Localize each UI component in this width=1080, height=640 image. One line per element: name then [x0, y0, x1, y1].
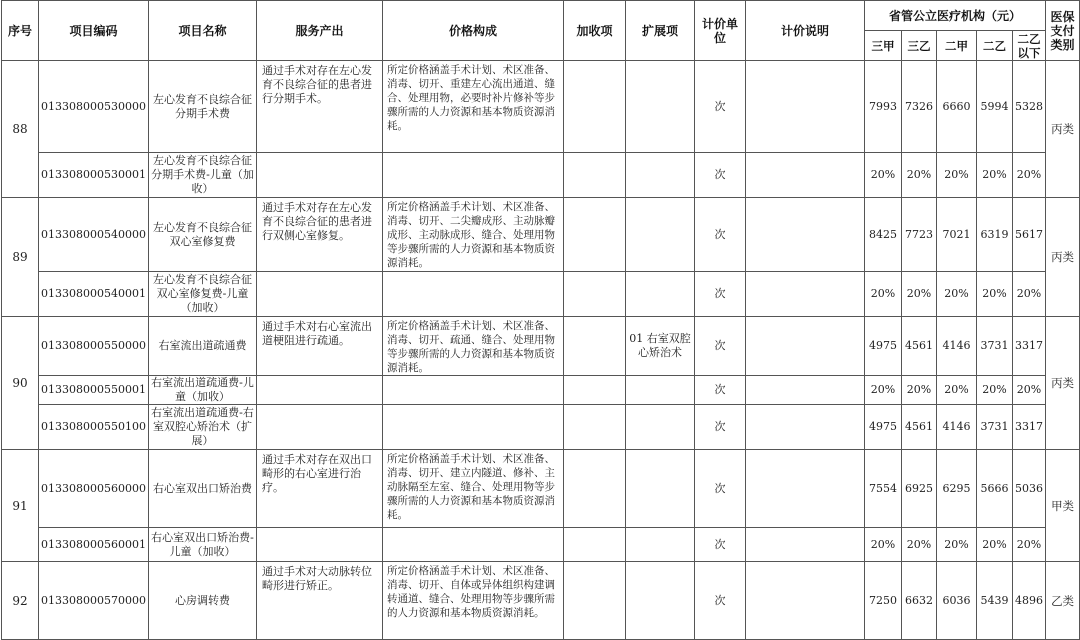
- row-price: 3731: [977, 405, 1013, 450]
- row-name: 右室流出道疏通费: [149, 317, 257, 376]
- row-unit: 次: [695, 317, 746, 376]
- col-header-insurance: 医保支付类别: [1046, 1, 1080, 61]
- row-price: 6295: [937, 450, 977, 528]
- row-price: 20%: [902, 272, 937, 317]
- row-insurance-category: 乙类: [1046, 562, 1080, 640]
- row-price: 20%: [865, 272, 902, 317]
- row-code: 013308000550000: [39, 317, 149, 376]
- row-unit: 次: [695, 376, 746, 405]
- row-unit: 次: [695, 61, 746, 153]
- row-price-compose: 所定价格涵盖手术计划、术区准备、消毒、切开、自体或异体组织构建调转通道、缝合、处理用物等步骤所需的人力资源和基本物质资源消耗。: [383, 562, 564, 640]
- row-seq: 88: [2, 61, 39, 198]
- row-unit: 次: [695, 405, 746, 450]
- row-insurance-category: 丙类: [1046, 61, 1080, 198]
- row-price-note: [746, 317, 865, 376]
- col-header-code: 项目编码: [39, 1, 149, 61]
- table-body: [2, 61, 1080, 640]
- row-price: 6660: [937, 61, 977, 153]
- table-row: [2, 562, 1080, 640]
- row-price: 4561: [902, 405, 937, 450]
- row-addon: [564, 61, 626, 153]
- row-price: 6319: [977, 198, 1013, 272]
- row-unit: 次: [695, 272, 746, 317]
- row-price: 20%: [902, 528, 937, 562]
- row-price: 3317: [1013, 317, 1046, 376]
- row-price: 5036: [1013, 450, 1046, 528]
- row-price: 6036: [937, 562, 977, 640]
- header-row: [2, 1, 1080, 31]
- row-price: 5994: [977, 61, 1013, 153]
- row-price-compose: 所定价格涵盖手术计划、术区准备、消毒、切开、二尖瓣成形、主动脉瓣成形、主动脉成形、缝合、处理用物等步骤所需的人力资源和基本物质资源消耗。: [383, 198, 564, 272]
- row-price: 20%: [865, 153, 902, 198]
- row-code: 013308000540001: [39, 272, 149, 317]
- row-output: [257, 528, 383, 562]
- row-name: 右心室双出口矫治费-儿童（加收）: [149, 528, 257, 562]
- row-price-note: [746, 450, 865, 528]
- row-price: 20%: [865, 376, 902, 405]
- pricing-table: [1, 0, 1080, 640]
- row-output: 通过手术对右心室流出道梗阻进行疏通。: [257, 317, 383, 376]
- row-price-compose: [383, 405, 564, 450]
- row-name: 左心发育不良综合征双心室修复费: [149, 198, 257, 272]
- row-price: 4975: [865, 317, 902, 376]
- row-price-note: [746, 376, 865, 405]
- row-price-compose: [383, 153, 564, 198]
- row-output: 通过手术对存在双出口畸形的右心室进行治疗。: [257, 450, 383, 528]
- row-name: 右室流出道疏通费-右室双腔心矫治术（扩展）: [149, 405, 257, 450]
- row-extension: [626, 376, 695, 405]
- row-code: 013308000570000: [39, 562, 149, 640]
- col-header-seq: 序号: [2, 1, 39, 61]
- row-name: 左心发育不良综合征双心室修复费-儿童（加收）: [149, 272, 257, 317]
- row-extension: [626, 528, 695, 562]
- row-price: 7250: [865, 562, 902, 640]
- row-price-note: [746, 153, 865, 198]
- row-price: 8425: [865, 198, 902, 272]
- row-name: 右心室双出口矫治费: [149, 450, 257, 528]
- row-price: 7554: [865, 450, 902, 528]
- row-name: 左心发育不良综合征分期手术费: [149, 61, 257, 153]
- row-unit: 次: [695, 562, 746, 640]
- table-row: [2, 61, 1080, 153]
- row-price-compose: 所定价格涵盖手术计划、术区准备、消毒、切开、建立内隧道、修补、主动脉隔至左室、缝合、处理用物等步骤所需的人力资源和基本物质资源消耗。: [383, 450, 564, 528]
- row-price: 20%: [977, 528, 1013, 562]
- row-price: 20%: [977, 153, 1013, 198]
- row-price: 4561: [902, 317, 937, 376]
- row-price: 7993: [865, 61, 902, 153]
- row-output: [257, 272, 383, 317]
- row-addon: [564, 562, 626, 640]
- row-insurance-category: 丙类: [1046, 198, 1080, 317]
- row-unit: 次: [695, 198, 746, 272]
- row-seq: 89: [2, 198, 39, 317]
- col-header-price-compose: 价格构成: [383, 1, 564, 61]
- row-price-note: [746, 562, 865, 640]
- row-extension: [626, 450, 695, 528]
- table-row: [2, 405, 1080, 450]
- row-price: 6925: [902, 450, 937, 528]
- row-price: 20%: [937, 272, 977, 317]
- row-price: 5666: [977, 450, 1013, 528]
- row-price-note: [746, 405, 865, 450]
- row-output: 通过手术对存在左心发育不良综合征的患者进行分期手术。: [257, 61, 383, 153]
- row-price: 5328: [1013, 61, 1046, 153]
- table-row: [2, 450, 1080, 528]
- col-header-level: 二乙以下: [1013, 31, 1046, 61]
- row-seq: 92: [2, 562, 39, 640]
- col-header-hospital-group: 省管公立医疗机构（元）: [865, 1, 1046, 31]
- table-row: [2, 376, 1080, 405]
- row-price-compose: [383, 528, 564, 562]
- row-addon: [564, 317, 626, 376]
- row-price-note: [746, 61, 865, 153]
- row-addon: [564, 528, 626, 562]
- row-price-compose: [383, 272, 564, 317]
- row-output: 通过手术对大动脉转位畸形进行矫正。: [257, 562, 383, 640]
- row-price-compose: 所定价格涵盖手术计划、术区准备、消毒、切开、重建左心流出通道、缝合、处理用物，必要时补片修补等步骤所需的人力资源和基本物质资源消耗。: [383, 61, 564, 153]
- row-output: 通过手术对存在左心发育不良综合征的患者进行双侧心室修复。: [257, 198, 383, 272]
- row-code: 013308000540000: [39, 198, 149, 272]
- row-price: 7326: [902, 61, 937, 153]
- col-header-unit: 计价单位: [695, 1, 746, 61]
- row-price: 20%: [937, 376, 977, 405]
- row-seq: 91: [2, 450, 39, 562]
- row-price: 7021: [937, 198, 977, 272]
- row-price: 20%: [937, 528, 977, 562]
- row-price-compose: 所定价格涵盖手术计划、术区准备、消毒、切开、疏通、缝合、处理用物等步骤所需的人力资源和基本物质资源消耗。: [383, 317, 564, 376]
- table-row: [2, 153, 1080, 198]
- col-header-level: 二乙: [977, 31, 1013, 61]
- row-price-note: [746, 528, 865, 562]
- row-extension: [626, 272, 695, 317]
- row-seq: 90: [2, 317, 39, 450]
- row-price: 20%: [902, 153, 937, 198]
- row-extension: [626, 61, 695, 153]
- row-unit: 次: [695, 450, 746, 528]
- row-insurance-category: 甲类: [1046, 450, 1080, 562]
- row-addon: [564, 153, 626, 198]
- row-code: 013308000530001: [39, 153, 149, 198]
- row-price: 20%: [865, 528, 902, 562]
- row-unit: 次: [695, 528, 746, 562]
- row-price: 20%: [937, 153, 977, 198]
- row-price: 5617: [1013, 198, 1046, 272]
- row-price-compose: [383, 376, 564, 405]
- row-price-note: [746, 272, 865, 317]
- row-extension: 01 右室双腔心矫治术: [626, 317, 695, 376]
- row-addon: [564, 450, 626, 528]
- row-price-note: [746, 198, 865, 272]
- row-output: [257, 376, 383, 405]
- row-name: 右室流出道疏通费-儿童（加收）: [149, 376, 257, 405]
- row-price: 4975: [865, 405, 902, 450]
- row-price: 6632: [902, 562, 937, 640]
- row-extension: [626, 562, 695, 640]
- col-header-price-note: 计价说明: [746, 1, 865, 61]
- table-row: [2, 317, 1080, 376]
- row-price: 20%: [977, 376, 1013, 405]
- row-addon: [564, 405, 626, 450]
- row-code: 013308000550100: [39, 405, 149, 450]
- row-insurance-category: 丙类: [1046, 317, 1080, 450]
- row-code: 013308000560001: [39, 528, 149, 562]
- table-row: [2, 272, 1080, 317]
- col-header-level: 三甲: [865, 31, 902, 61]
- table-row: [2, 198, 1080, 272]
- row-price: 20%: [1013, 376, 1046, 405]
- row-price: 3317: [1013, 405, 1046, 450]
- row-price: 5439: [977, 562, 1013, 640]
- row-name: 心房调转费: [149, 562, 257, 640]
- row-price: 4146: [937, 405, 977, 450]
- row-code: 013308000550001: [39, 376, 149, 405]
- row-price: 20%: [1013, 528, 1046, 562]
- row-output: [257, 405, 383, 450]
- col-header-level: 二甲: [937, 31, 977, 61]
- col-header-addon: 加收项: [564, 1, 626, 61]
- row-addon: [564, 198, 626, 272]
- row-extension: [626, 405, 695, 450]
- row-price: 4896: [1013, 562, 1046, 640]
- row-price: 20%: [977, 272, 1013, 317]
- row-extension: [626, 198, 695, 272]
- col-header-output: 服务产出: [257, 1, 383, 61]
- col-header-name: 项目名称: [149, 1, 257, 61]
- row-code: 013308000560000: [39, 450, 149, 528]
- col-header-level: 三乙: [902, 31, 937, 61]
- table-row: [2, 528, 1080, 562]
- row-code: 013308000530000: [39, 61, 149, 153]
- row-price: 20%: [902, 376, 937, 405]
- row-output: [257, 153, 383, 198]
- row-unit: 次: [695, 153, 746, 198]
- row-price: 7723: [902, 198, 937, 272]
- row-addon: [564, 272, 626, 317]
- row-price: 20%: [1013, 153, 1046, 198]
- row-addon: [564, 376, 626, 405]
- row-name: 左心发育不良综合征分期手术费-儿童（加收）: [149, 153, 257, 198]
- row-price: 20%: [1013, 272, 1046, 317]
- row-price: 4146: [937, 317, 977, 376]
- row-price: 3731: [977, 317, 1013, 376]
- col-header-extension: 扩展项: [626, 1, 695, 61]
- row-extension: [626, 153, 695, 198]
